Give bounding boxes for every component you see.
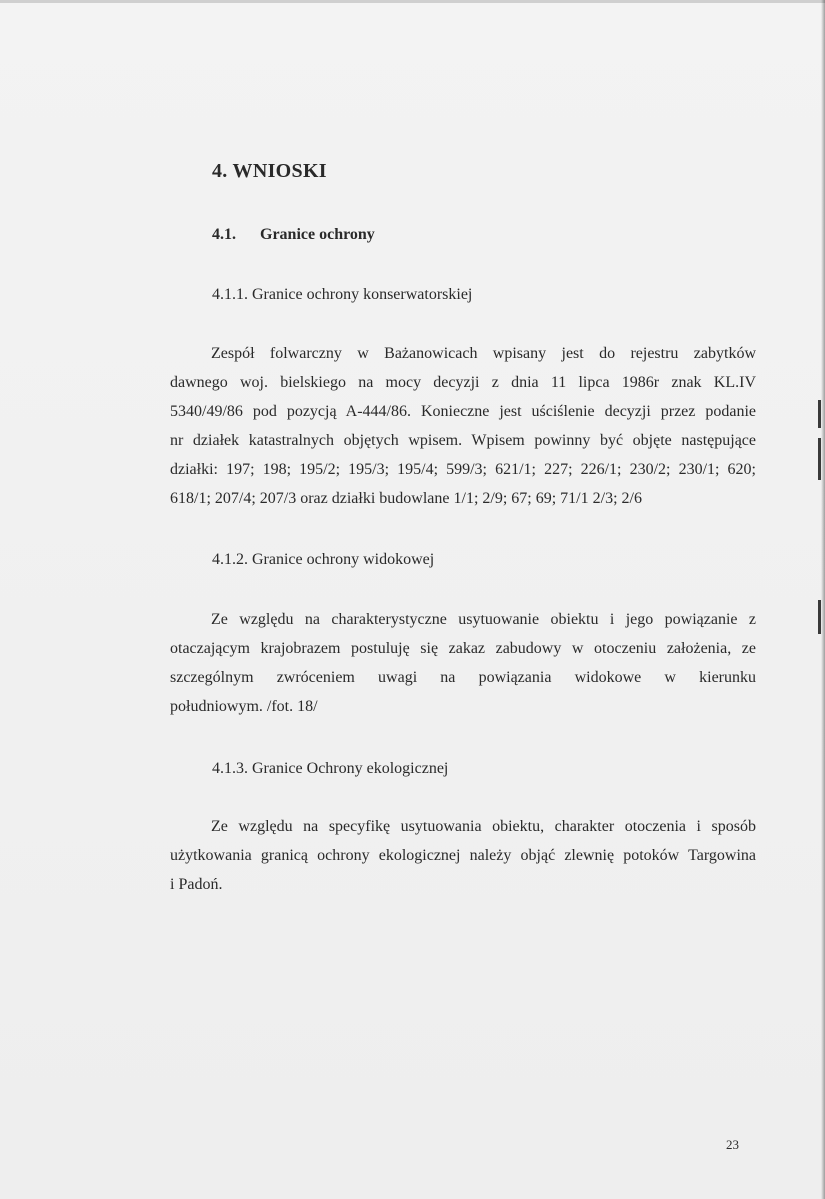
- paragraph-line: szczególnym zwróceniem uwagi na powiązania widokowe w kierunku: [170, 669, 756, 686]
- scan-edge-mark: [818, 400, 821, 428]
- page-top-edge: [0, 0, 825, 3]
- page-right-edge: [821, 0, 825, 1199]
- paragraph-line: i Padoń.: [170, 876, 223, 893]
- subsection-heading-views: 4.1.2. Granice ochrony widokowej: [212, 551, 435, 568]
- paragraph-line: dawnego woj. bielskiego na mocy decyzji z dnia 11 lipca 1986r znak KL.IV: [170, 374, 756, 391]
- paragraph-line: Zespół folwarczny w Bażanowicach wpisany jest do rejestru zabytków: [211, 345, 756, 362]
- paragraph-views: [170, 605, 756, 721]
- paragraph-line: południowym. /fot. 18/: [170, 698, 318, 715]
- scan-edge-mark: [818, 600, 821, 634]
- paragraph-line: nr działek katastralnych objętych wpisem. Wpisem powinny być objęte następujące: [170, 432, 756, 449]
- paragraph-line: 618/1; 207/4; 207/3 oraz działki budowlane 1/1; 2/9; 67; 69; 71/1 2/3; 2/6: [170, 490, 642, 507]
- section-heading: [212, 226, 375, 244]
- scan-edge-mark: [818, 438, 821, 480]
- subsection-heading-ecology: 4.1.3. Granice Ochrony ekologicznej: [212, 760, 449, 777]
- section-title-text: Granice ochrony: [260, 226, 375, 243]
- paragraph-line: użytkowania granicą ochrony ekologicznej należy objąć zlewnię potoków Targowina: [170, 847, 756, 864]
- paragraph-ecology: [170, 812, 756, 899]
- chapter-title: 4. WNIOSKI: [212, 160, 327, 182]
- section-number: 4.1.: [212, 226, 236, 243]
- paragraph-conservation: [170, 339, 756, 513]
- paragraph-line: 5340/49/86 pod pozycją A-444/86. Konieczne jest uściślenie decyzji przez podanie: [170, 403, 756, 420]
- page-number: 23: [726, 1137, 739, 1152]
- paragraph-line: otaczającym krajobrazem postuluję się zakaz zabudowy w otoczeniu założenia, ze: [170, 640, 756, 657]
- paragraph-line: działki: 197; 198; 195/2; 195/3; 195/4; 599/3; 621/1; 227; 226/1; 230/2; 230/1; 620;: [170, 461, 756, 478]
- subsection-heading-conservation: 4.1.1. Granice ochrony konserwatorskiej: [212, 286, 473, 303]
- paragraph-line: Ze względu na specyfikę usytuowania obiektu, charakter otoczenia i sposób: [211, 818, 756, 835]
- paragraph-line: Ze względu na charakterystyczne usytuowanie obiektu i jego powiązanie z: [211, 611, 756, 628]
